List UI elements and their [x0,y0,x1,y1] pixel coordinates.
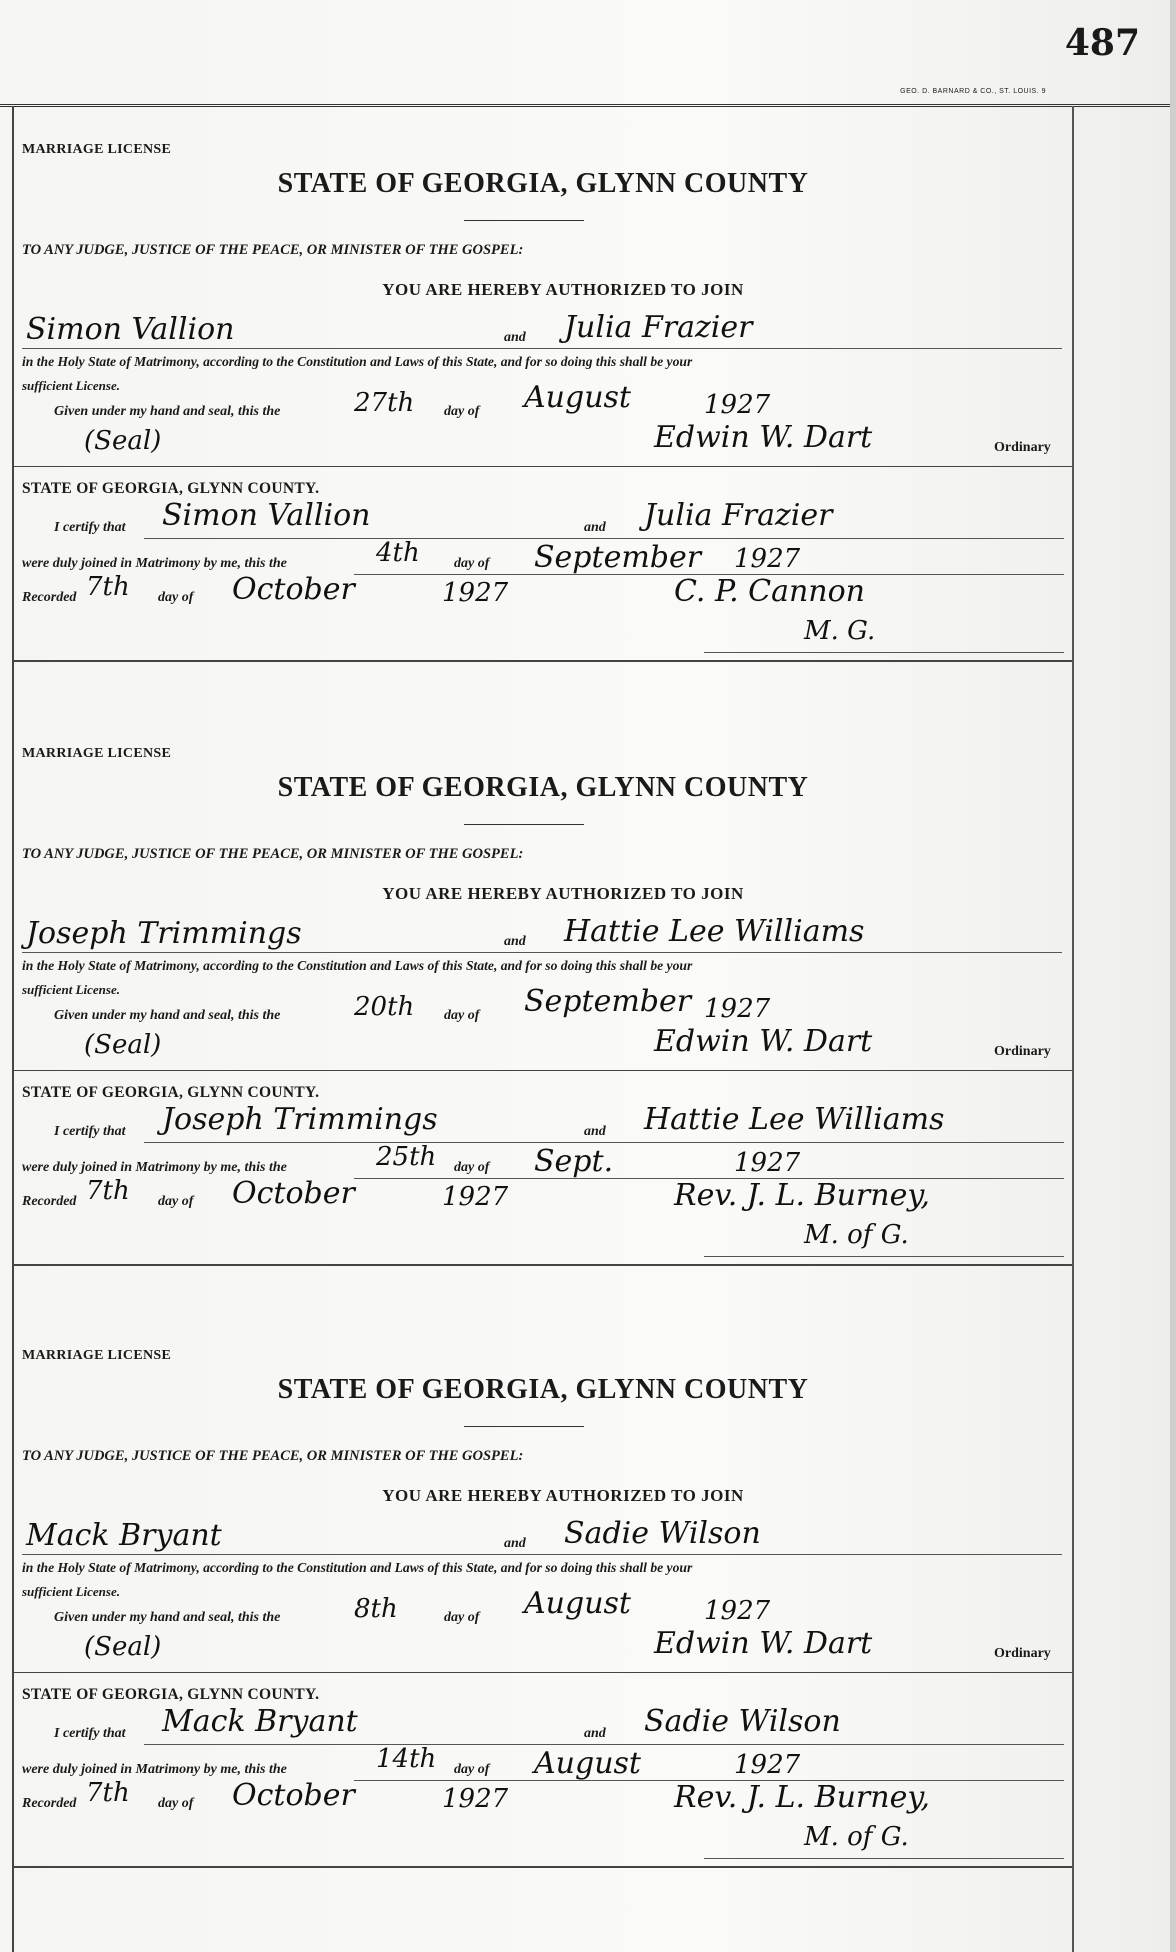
authorized-heading: YOU ARE HEREBY AUTHORIZED TO JOIN [382,280,744,299]
officiant-line [704,1858,1064,1859]
cert-day-of-label: day of [454,556,490,571]
seal-mark: (Seal) [84,1632,162,1662]
names-line [22,1554,1062,1555]
sufficient-text: sufficient License. [22,1584,120,1599]
married-day: 25th [376,1142,437,1172]
seal-mark: (Seal) [84,1030,162,1060]
groom-name: Simon Vallion [26,312,235,347]
married-day: 4th [376,538,420,568]
cert-day-of-label: day of [454,1160,490,1175]
recorded-month: October [232,1176,355,1211]
ordinary-label: Ordinary [994,1044,1051,1059]
certificate-bride: Hattie Lee Williams [644,1102,945,1137]
ordinary-label: Ordinary [994,440,1051,455]
certificate-bride: Sadie Wilson [644,1704,841,1739]
section-rule [14,1672,1072,1673]
officiant-signature: Rev. J. L. Burney, [674,1178,930,1213]
license-label: MARRIAGE LICENSE [22,746,172,761]
page-edge [1170,0,1176,1952]
license-month: August [524,1586,631,1621]
record-bottom-rule [14,1264,1072,1266]
to-any-judge: TO ANY JUDGE, JUSTICE OF THE PEACE, OR MINISTER OF THE GOSPEL: [22,846,524,862]
page-number: 487 [1064,22,1140,64]
page-header [0,0,1176,100]
state-title: STATE OF GEORGIA, GLYNN COUNTY [277,772,809,803]
license-day: 27th [354,388,415,418]
given-text: Given under my hand and seal, this the [54,1008,281,1023]
married-year: 1927 [734,1148,801,1178]
section-rule [14,466,1072,467]
certify-text: I certify that [54,520,126,535]
authorized-heading: YOU ARE HEREBY AUTHORIZED TO JOIN [382,884,744,903]
certify-text: I certify that [54,1726,126,1741]
officiant-line [704,1256,1064,1257]
left-margin-rule [12,106,14,1952]
title-rule [464,1426,584,1427]
recorded-month: October [232,572,355,607]
license-month: September [524,984,692,1019]
certificate-state-title: STATE OF GEORGIA, GLYNN COUNTY. [22,1084,320,1101]
license-label: MARRIAGE LICENSE [22,142,172,157]
ordinary-label: Ordinary [994,1646,1051,1661]
recorded-label: Recorded [22,1194,77,1209]
married-month: September [534,540,702,575]
license-year: 1927 [704,994,771,1024]
ordinary-signature: Edwin W. Dart [654,1024,873,1059]
printer-mark: GEO. D. BARNARD & CO., ST. LOUIS. 9 [900,88,1046,95]
license-year: 1927 [704,1596,771,1626]
recorded-year: 1927 [442,1182,509,1212]
rec-day-of-label: day of [158,1796,194,1811]
right-margin-rule [1072,106,1074,1952]
holy-state-text: in the Holy State of Matrimony, according to the Constitution and Laws of this State, and for so doing this shall be your [22,1560,693,1575]
married-month: August [534,1746,641,1781]
license-day: 8th [354,1594,398,1624]
sufficient-text: sufficient License. [22,982,120,997]
license-month: August [524,380,631,415]
names-line [22,952,1062,953]
officiant-signature: C. P. Cannon [674,574,866,609]
recorded-year: 1927 [442,1784,509,1814]
section-rule [14,1070,1072,1071]
certificate-groom: Mack Bryant [162,1704,358,1739]
title-rule [464,220,584,221]
duly-joined-text: were duly joined in Matrimony by me, this the [22,556,287,571]
recorded-month: October [232,1778,355,1813]
given-text: Given under my hand and seal, this the [54,1610,281,1625]
certificate-bride: Julia Frazier [644,498,833,533]
bride-name: Sadie Wilson [564,1516,761,1551]
groom-name: Mack Bryant [26,1518,222,1553]
recorded-label: Recorded [22,1796,77,1811]
ordinary-signature: Edwin W. Dart [654,1626,873,1661]
record-bottom-rule [14,1866,1072,1868]
sufficient-text: sufficient License. [22,378,120,393]
certificate-groom: Joseph Trimmings [162,1102,438,1137]
seal-mark: (Seal) [84,426,162,456]
certificate-state-title: STATE OF GEORGIA, GLYNN COUNTY. [22,480,320,497]
and-label: and [504,330,526,345]
day-of-label: day of [444,1008,480,1023]
recorded-label: Recorded [22,590,77,605]
recorded-year: 1927 [442,578,509,608]
recorded-day: 7th [86,572,130,602]
married-year: 1927 [734,544,801,574]
duly-joined-text: were duly joined in Matrimony by me, this the [22,1762,287,1777]
cert-names-line [144,1744,1064,1745]
to-any-judge: TO ANY JUDGE, JUSTICE OF THE PEACE, OR MINISTER OF THE GOSPEL: [22,242,524,258]
given-text: Given under my hand and seal, this the [54,404,281,419]
bride-name: Hattie Lee Williams [564,914,865,949]
certificate-groom: Simon Vallion [162,498,371,533]
record-bottom-rule [14,660,1072,662]
officiant-line [704,652,1064,653]
recorded-day: 7th [86,1778,130,1808]
recorded-day: 7th [86,1176,130,1206]
state-title: STATE OF GEORGIA, GLYNN COUNTY [277,168,809,199]
officiant-title: M. of G. [804,1822,909,1852]
ordinary-signature: Edwin W. Dart [654,420,873,455]
rec-day-of-label: day of [158,590,194,605]
married-month: Sept. [534,1144,614,1179]
officiant-title: M. of G. [804,1220,909,1250]
names-line [22,348,1062,349]
and-label: and [504,934,526,949]
officiant-title: M. G. [804,616,876,646]
day-of-label: day of [444,1610,480,1625]
authorized-heading: YOU ARE HEREBY AUTHORIZED TO JOIN [382,1486,744,1505]
rec-day-of-label: day of [158,1194,194,1209]
bride-name: Julia Frazier [564,310,753,345]
state-title: STATE OF GEORGIA, GLYNN COUNTY [277,1374,809,1405]
duly-joined-text: were duly joined in Matrimony by me, this the [22,1160,287,1175]
officiant-signature: Rev. J. L. Burney, [674,1780,930,1815]
day-of-label: day of [444,404,480,419]
license-label: MARRIAGE LICENSE [22,1348,172,1363]
cert-and-label: and [584,1124,606,1139]
certify-text: I certify that [54,1124,126,1139]
cert-and-label: and [584,1726,606,1741]
married-year: 1927 [734,1750,801,1780]
license-year: 1927 [704,390,771,420]
top-rule [0,104,1176,107]
cert-names-line [144,1142,1064,1143]
and-label: and [504,1536,526,1551]
certificate-state-title: STATE OF GEORGIA, GLYNN COUNTY. [22,1686,320,1703]
cert-names-line [144,538,1064,539]
to-any-judge: TO ANY JUDGE, JUSTICE OF THE PEACE, OR MINISTER OF THE GOSPEL: [22,1448,524,1464]
title-rule [464,824,584,825]
license-day: 20th [354,992,415,1022]
cert-and-label: and [584,520,606,535]
married-day: 14th [376,1744,437,1774]
cert-day-of-label: day of [454,1762,490,1777]
holy-state-text: in the Holy State of Matrimony, according to the Constitution and Laws of this State, and for so doing this shall be your [22,958,693,973]
groom-name: Joseph Trimmings [26,916,302,951]
holy-state-text: in the Holy State of Matrimony, according to the Constitution and Laws of this State, and for so doing this shall be your [22,354,693,369]
